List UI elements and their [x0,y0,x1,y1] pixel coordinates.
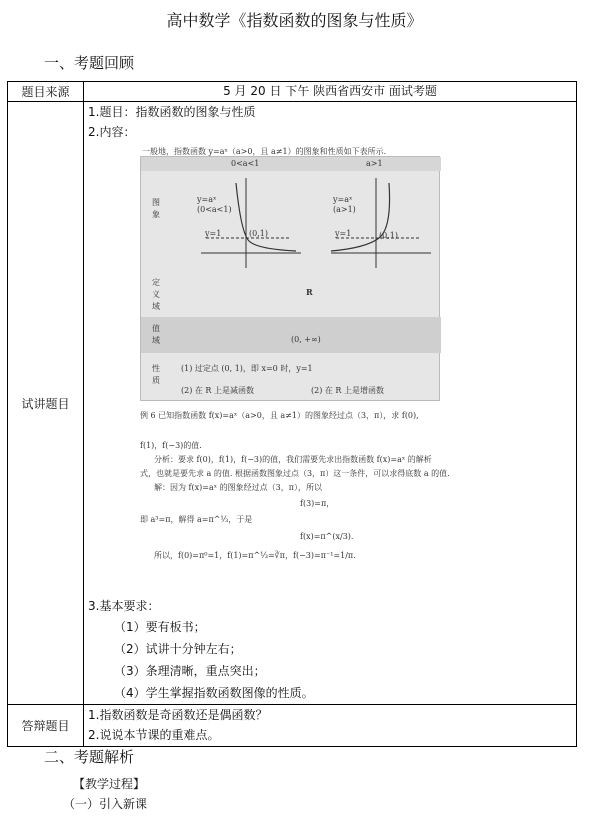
row-label-range: 值域 [152,324,160,345]
example-line-6: f(3)=π， [300,499,335,508]
col-header-large-base: a>1 [366,159,383,168]
intro-step-heading: （一）引入新课 [63,797,148,811]
range-value: (0, +∞) [291,335,321,344]
domain-value: R [306,287,313,297]
example-line-2: f(1)，f(−3)的值. [140,441,202,450]
source-value: 5 月 20 日 下午 陕西省西安市 面试考题 [84,82,577,102]
graph1-y1: y=1 [205,229,222,238]
row-label-domain: 定义域 [152,278,160,311]
page-title: 高中数学《指数函数的图象与性质》 [166,11,423,30]
row-label-properties: 性质 [152,364,160,385]
col-header-small-base: 0<a<1 [231,159,260,168]
defense-label: 答辩题目 [8,705,84,747]
example-line-1: 例 6 已知指数函数 f(x)=aˣ（a>0，且 a≠1）的图象经过点（3，π），求 f(0), [140,411,419,420]
defense-content [84,705,577,747]
row-label-graph: 图象 [152,198,160,219]
exam-table [7,81,577,747]
requirement-2: （2）试讲十分钟左右； [114,642,242,656]
textbook-excerpt [140,142,510,612]
lecture-topic-content [84,102,577,705]
content-line: 2.内容： [88,125,136,139]
property-2-decreasing: (2) 在 R 上是减函数 [181,386,254,395]
example-line-9: 所以，f(0)=π⁰=1，f(1)=π^⅓=∛π，f(−3)=π⁻¹=1/π. [154,551,356,560]
requirements-heading: 3.基本要求： [88,599,160,613]
defense-question-1: 1.指数函数是奇函数还是偶函数？ [88,708,268,722]
example-line-3: 分析：要求 f(0)，f(1)，f(−3)的值，我们需要先求出指数函数 f(x)=aˣ 的解析 [154,455,432,464]
topic-line: 1.题目：指数函数的图象与性质 [88,105,256,119]
property-2-increasing: (2) 在 R 上是增函数 [311,386,384,395]
source-label: 题目来源 [8,82,84,102]
graph1-label: y=aˣ [197,195,217,204]
example-line-8: f(x)=π^(x/3). [300,532,354,541]
example-line-4: 式，也就是要先求 a 的值. 根据函数图象过点（3，π）这一条件，可以求得底数 a 的值. [140,469,450,478]
graph2-label: y=aˣ [333,195,353,204]
graph1-cond: (0<a<1) [197,205,232,214]
defense-question-2: 2.说说本节课的重难点。 [88,728,220,742]
requirement-3: （3）条理清晰，重点突出； [114,664,266,678]
requirement-4: （4）学生掌握指数函数图像的性质。 [114,686,314,700]
teaching-process-heading: 【教学过程】 [73,777,146,791]
section-heading-analysis: 二、考题解析 [44,748,135,766]
graph1-point: (0,1) [249,229,268,238]
section-heading-review: 一、考题回顾 [44,54,135,72]
example-line-5: 解：因为 f(x)=aˣ 的图象经过点（3，π），所以 [154,483,323,492]
property-table-image [140,156,440,401]
property-1: (1) 过定点 (0, 1)，即 x=0 时，y=1 [181,364,313,373]
graph2-y1: y=1 [335,229,352,238]
exponential-graphs [191,173,441,273]
graph2-cond: (a>1) [333,205,356,214]
excerpt-intro: 一般地，指数函数 y=aˣ（a>0，且 a≠1）的图象和性质如下表所示. [142,147,387,156]
requirement-1: （1）要有板书； [114,620,206,634]
graph2-point: (0,1) [379,231,398,240]
example-line-7: 即 a³=π，解得 a=π^⅓，于是 [140,515,253,524]
lecture-topic-label: 试讲题目 [8,102,84,705]
